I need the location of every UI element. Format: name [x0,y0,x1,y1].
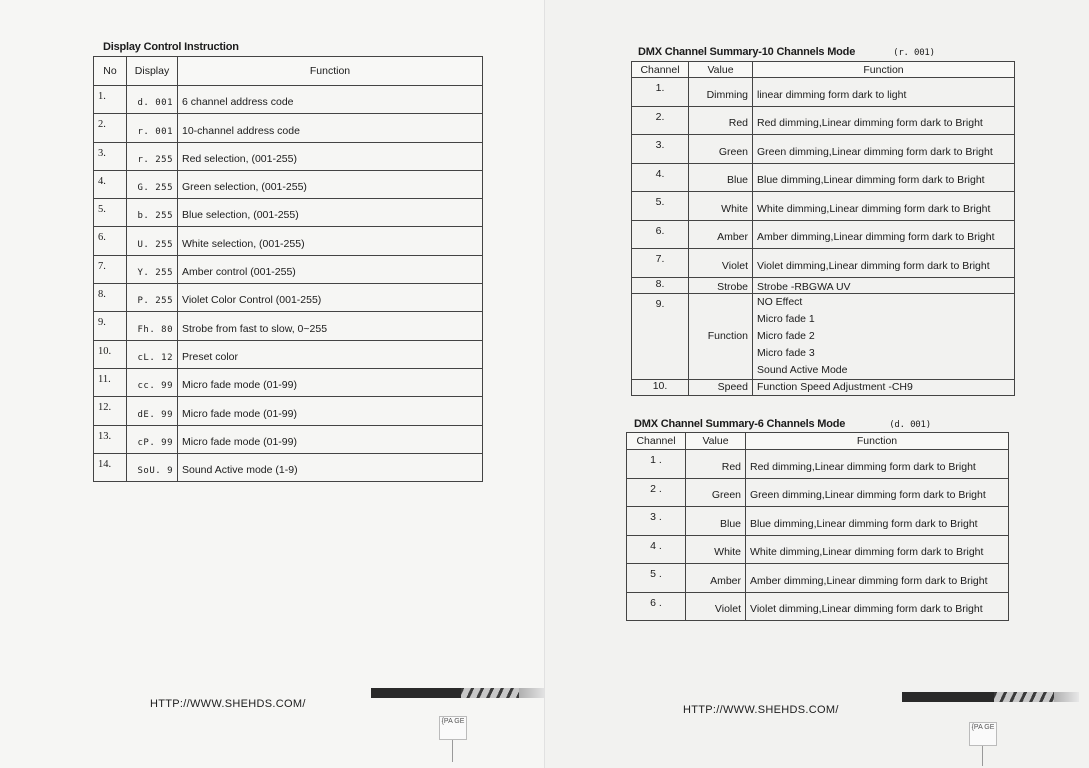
value-cell: Speed [689,379,753,395]
table-row [632,106,1015,135]
header-value: Value [686,433,746,450]
no-cell: 2. [94,114,127,142]
table-row [627,507,1009,536]
header-function: Function [753,62,1015,78]
value-cell: Blue [686,507,746,536]
channel-cell: 9. [632,293,689,379]
table-row [94,255,483,283]
function-cell: Amber control (001-255) [178,255,483,283]
function-line: Sound Active Mode [757,363,848,376]
display-code-cell: dE. 99 [127,397,178,425]
function-cell: Blue selection, (001-255) [178,199,483,227]
header-display: Display [127,57,178,86]
function-cell: Function Speed Adjustment -CH9 [753,379,1015,395]
function-cell: Green selection, (001-255) [178,170,483,198]
table-row [94,340,483,368]
table-row [627,450,1009,479]
no-cell: 14. [94,453,127,481]
value-cell: Green [689,135,753,164]
function-cell: Strobe from fast to slow, 0~255 [178,312,483,340]
no-cell: 4. [94,170,127,198]
display-code-cell: cc. 99 [127,368,178,396]
channel-cell: 10. [632,379,689,395]
function-cell: Red dimming,Linear dimming form dark to Bright [753,106,1015,135]
no-cell: 12. [94,397,127,425]
value-cell: Amber [686,564,746,593]
function-cell: Sound Active mode (1-9) [178,453,483,481]
channel-cell: 6. [632,220,689,249]
function-cell: Red selection, (001-255) [178,142,483,170]
table-row [94,114,483,142]
channel-cell: 2 . [627,478,686,507]
function-cell [753,293,1015,379]
table-row [94,453,483,481]
table-row [632,78,1015,107]
function-line: Micro fade 3 [757,346,815,359]
function-cell: Amber dimming,Linear dimming form dark to Bright [746,564,1009,593]
no-cell: 9. [94,312,127,340]
display-code-cell: cL. 12 [127,340,178,368]
function-line: NO Effect [757,295,803,308]
function-cell: linear dimming form dark to light [753,78,1015,107]
display-code-cell: U. 255 [127,227,178,255]
footer-url: HTTP://WWW.SHEHDS.COM/ [150,698,306,710]
table-header-row [627,433,1009,450]
no-cell: 8. [94,284,127,312]
value-cell: Blue [689,163,753,192]
display-code-cell: b. 255 [127,199,178,227]
no-cell: 5. [94,199,127,227]
channel-cell: 6 . [627,592,686,621]
table-row [632,163,1015,192]
table-row [632,249,1015,278]
table-row [94,170,483,198]
footer-band [371,688,547,698]
table-row [94,312,483,340]
channel-cell: 2. [632,106,689,135]
channel-cell: 3. [632,135,689,164]
table-header-row [632,62,1015,78]
function-cell: Amber dimming,Linear dimming form dark to Bright [753,220,1015,249]
no-cell: 10. [94,340,127,368]
display-code-cell: Y. 255 [127,255,178,283]
table-row [627,564,1009,593]
header-function: Function [178,57,483,86]
header-channel: Channel [627,433,686,450]
page-marker-line [452,740,453,762]
table-row [627,535,1009,564]
table-row [627,478,1009,507]
page-number-box: {PA GE [439,716,467,740]
dmx10-title-text: DMX Channel Summary-10 Channels Mode [638,46,856,58]
display-code-cell: r. 001 [127,114,178,142]
footer-url: HTTP://WWW.SHEHDS.COM/ [683,704,839,716]
channel-cell: 1 . [627,450,686,479]
table-row [632,379,1015,395]
dmx10-title [638,46,935,58]
table-row [94,142,483,170]
dmx10-mode-code: (r. 001) [893,48,935,58]
function-cell: 6 channel address code [178,86,483,114]
table-row [94,86,483,114]
no-cell: 6. [94,227,127,255]
value-cell: Strobe [689,277,753,293]
channel-cell: 8. [632,277,689,293]
function-line: Micro fade 2 [757,329,815,342]
table-row [94,227,483,255]
footer-band [902,692,1079,702]
function-cell: Green dimming,Linear dimming form dark to Bright [746,478,1009,507]
function-line: Micro fade 1 [757,312,815,325]
display-control-title: Display Control Instruction [103,41,239,53]
function-cell: Violet dimming,Linear dimming form dark to Bright [753,249,1015,278]
function-cell: Micro fade mode (01-99) [178,425,483,453]
header-value: Value [689,62,753,78]
display-code-cell: G. 255 [127,170,178,198]
value-cell: Amber [689,220,753,249]
value-cell: Violet [686,592,746,621]
display-code-cell: P. 255 [127,284,178,312]
dmx6-table [626,432,1009,621]
table-row [94,397,483,425]
page-marker-line [982,746,983,766]
header-channel: Channel [632,62,689,78]
value-cell: Function [689,293,753,379]
channel-cell: 4. [632,163,689,192]
no-cell: 7. [94,255,127,283]
value-cell: White [689,192,753,221]
channel-cell: 5. [632,192,689,221]
table-row [632,192,1015,221]
value-cell: Red [686,450,746,479]
channel-cell: 3 . [627,507,686,536]
table-row [94,425,483,453]
value-cell: Violet [689,249,753,278]
right-page [545,0,1089,768]
no-cell: 1. [94,86,127,114]
function-cell: 10-channel address code [178,114,483,142]
page-number-box: {PA GE [969,722,997,746]
channel-cell: 4 . [627,535,686,564]
table-row [632,277,1015,293]
value-cell: Green [686,478,746,507]
table-row [632,220,1015,249]
function-cell: Green dimming,Linear dimming form dark to Bright [753,135,1015,164]
display-code-cell: cP. 99 [127,425,178,453]
channel-cell: 7. [632,249,689,278]
function-cell: Blue dimming,Linear dimming form dark to Bright [746,507,1009,536]
function-cell: Micro fade mode (01-99) [178,368,483,396]
function-cell: Micro fade mode (01-99) [178,397,483,425]
channel-cell: 1. [632,78,689,107]
table-row [94,368,483,396]
dmx6-mode-code: (d. 001) [889,420,931,430]
function-cell: Blue dimming,Linear dimming form dark to Bright [753,163,1015,192]
function-cell: Strobe -RBGWA UV [753,277,1015,293]
function-cell: Violet Color Control (001-255) [178,284,483,312]
function-cell: Violet dimming,Linear dimming form dark to Bright [746,592,1009,621]
table-row [94,199,483,227]
function-cell: White dimming,Linear dimming form dark to Bright [753,192,1015,221]
table-row [94,284,483,312]
table-row [632,135,1015,164]
value-cell: Red [689,106,753,135]
function-cell: White selection, (001-255) [178,227,483,255]
display-control-table [93,56,483,482]
display-code-cell: r. 255 [127,142,178,170]
channel-cell: 5 . [627,564,686,593]
table-header-row [94,57,483,86]
header-no: No [94,57,127,86]
value-cell: Dimming [689,78,753,107]
function-cell: White dimming,Linear dimming form dark to Bright [746,535,1009,564]
dmx10-table [631,61,1015,396]
function-cell: Red dimming,Linear dimming form dark to Bright [746,450,1009,479]
table-row [632,293,1015,379]
function-cell: Preset color [178,340,483,368]
table-row [627,592,1009,621]
display-code-cell: d. 001 [127,86,178,114]
no-cell: 13. [94,425,127,453]
dmx6-title-text: DMX Channel Summary-6 Channels Mode [634,418,846,430]
value-cell: White [686,535,746,564]
header-function: Function [746,433,1009,450]
display-code-cell: Fh. 80 [127,312,178,340]
no-cell: 11. [94,368,127,396]
no-cell: 3. [94,142,127,170]
dmx6-title [634,418,931,430]
display-code-cell: SoU. 9 [127,453,178,481]
